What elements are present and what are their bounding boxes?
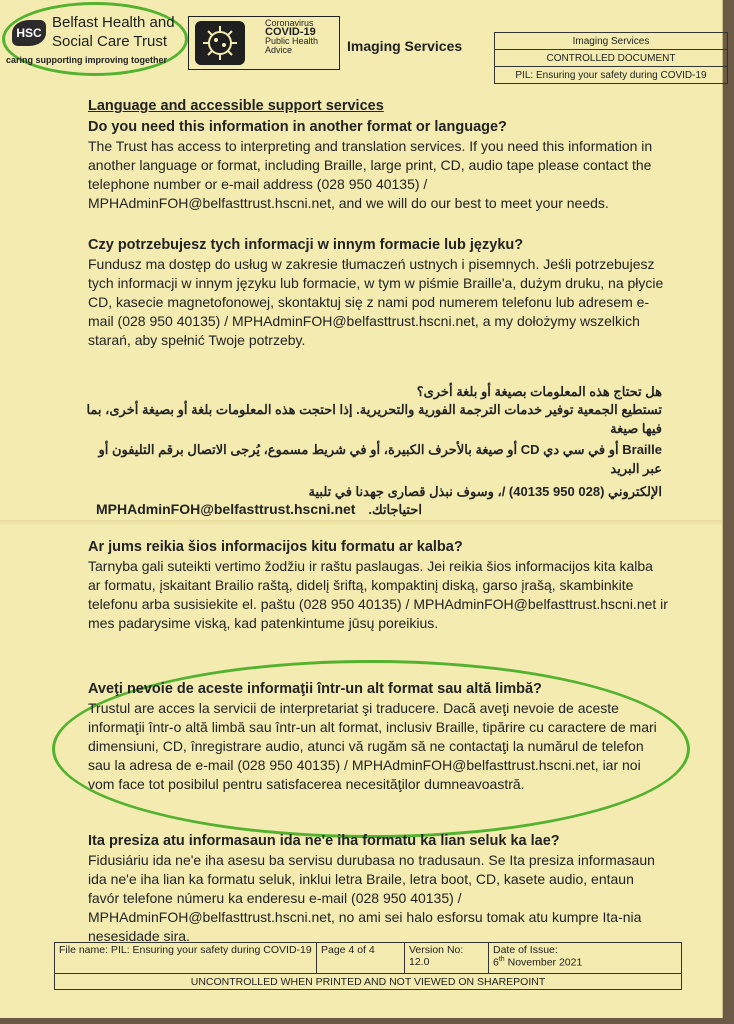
- lithuanian-heading: Ar jums reikia šios informacijos kitu formatu ar kalba?: [88, 539, 463, 555]
- arabic-line-3: Braille أو في سي دي CD أو صيغة بالأحرف الكبيرة، أو في شريط مسموع، يُرجى الاتصال برقم التليفون أو عبر البريد: [98, 442, 662, 476]
- covid-line-1: Coronavirus: [265, 18, 314, 28]
- arabic-line-5: احتياجاتك.: [368, 502, 422, 517]
- date-rest: November 2021: [504, 956, 583, 969]
- footer-notice: UNCONTROLLED WHEN PRINTED AND NOT VIEWED ON SHAREPOINT: [55, 973, 681, 990]
- date-suffix: th: [498, 956, 505, 963]
- english-body: The Trust has access to interpreting and translation services. If you need this information in another language or format, including Braille, large print, CD, audio tape please contact the telephone number or e-mail address (028 950 40135) / MPHAdminFOH@belfasttrust.hscni.net, and we will do our best to meet your needs.: [88, 138, 653, 211]
- hsc-logo: HSC: [12, 20, 46, 46]
- virus-icon: [195, 21, 245, 65]
- arabic-line-1: هل تحتاج هذه المعلومات بصيغة أو بلغة أخرى؟: [416, 384, 662, 399]
- polish-heading: Czy potrzebujesz tych informacji w innym formacie lub języku?: [88, 237, 524, 253]
- covid-line-4: Advice: [265, 45, 293, 55]
- arabic-line-2: تستطيع الجمعية توفير خدمات الترجمة الفورية والتحريرية. إذا احتجت هذه المعلومات بلغة أو بصيغة أخرى، بما فيها صيغة: [86, 402, 662, 436]
- control-table-cell: Imaging Services: [495, 33, 728, 50]
- date-value: [493, 956, 677, 969]
- arabic-line-4: الإلكتروني (028 950 40135) /، وسوف نبذل قصارى جهدنا في تلبية: [308, 484, 662, 499]
- covid-line-2: COVID-19: [265, 26, 316, 38]
- romanian-block: [88, 680, 668, 794]
- date-day: 6: [493, 956, 499, 969]
- polish-body: Fundusz ma dostęp do usług w zakresie tłumaczeń ustnych i pisemnych. Jeśli potrzebujesz tych informacji w innym języku lub formacie, w tym w piśmie Braille'a, dużym druku, na płycie CD, kasecie magnetofonowej, skontaktuj się z nami pod numerem telefonu lub adresem e-mail (028 950 40135) / MPHAdminFOH@belfasttrust.hscni.net, a my dołożymy wszelkich starań, aby spełnić Twoje potrzeby.: [88, 256, 664, 348]
- covid-line-3: Public Health: [265, 36, 319, 46]
- paper-fold: [0, 520, 722, 526]
- org-tagline: caring supporting improving together: [6, 55, 168, 65]
- version-label: Version No:: [409, 944, 464, 956]
- arabic-email: MPHAdminFOH@belfasttrust.hscni.net: [96, 501, 356, 517]
- department-title: Imaging Services: [347, 38, 463, 54]
- tetum-heading: Ita presiza atu informasaun ida ne'e iha formatu ka lian seluk ka lae?: [88, 833, 560, 849]
- tetum-block: [88, 832, 668, 946]
- tetum-body: Fidusiáriu ida ne'e iha asesu ba servisu durubasa no tradusaun. Se Ita presiza informasaun ida ne'e iha lian ka formatu seluk, inklui letra Braile, letra boot, CD, kasete audio, entaun favór telefone númeru ka enderesu e-mail (028 950 40135) / MPHAdminFOH@belfasttrust.hscni.net, no ami sei halo esforsu tomak atu kumpre Ita-nia nesesidade sira.: [88, 852, 655, 944]
- control-table-cell: PIL: Ensuring your safety during COVID-19: [495, 67, 728, 84]
- romanian-body: Trustul are acces la servicii de interpretariat şi traducere. Dacă aveţi nevoie de aceste informaţii într-o altă limbă sau într-un alt format, inclusiv Braille, tipărire cu caractere de mari dimensiuni, CD, înregistrare audio, atunci vă rugăm să ne contactaţi la numărul de telefon sau la adresa de e-mail (028 950 40135) / MPHAdminFOH@belfasttrust.hscni.net, iar noi vom face tot posibilul pentru satisfacerea necesităţilor dumneavoastră.: [88, 700, 657, 792]
- footer-page-number: Page 4 of 4: [317, 943, 405, 973]
- section-title: Language and accessible support services: [88, 98, 384, 114]
- footer-version: [405, 943, 489, 973]
- date-label: Date of Issue:: [493, 944, 558, 956]
- english-heading: Do you need this information in another format or language?: [88, 119, 507, 135]
- lithuanian-body: Tarnyba gali suteikti vertimo žodžiu ir raštu paslaugas. Jei reikia šios informacijos kita kalba ar formatu, įskaitant Brailio raštą, didelį šriftą, kompaktinį diską, garso įrašą, skambinkite telefonu arba susisiekite el. paštu (028 950 40135) / MPHAdminFOH@belfasttrust.hscni.net ir mes padarysime viską, kad patenkintume jūsų poreikius.: [88, 558, 668, 631]
- control-table: [494, 32, 728, 84]
- footer-file-name: File name: PIL: Ensuring your safety during COVID-19: [55, 943, 317, 973]
- org-name-line-1: Belfast Health and: [52, 14, 175, 31]
- control-table-cell: CONTROLLED DOCUMENT: [495, 50, 728, 67]
- footer-date: [489, 943, 681, 973]
- lithuanian-block: [88, 538, 668, 633]
- org-name-line-2: Social Care Trust: [52, 33, 168, 50]
- polish-block: [88, 236, 668, 350]
- version-value: 12.0: [409, 956, 430, 968]
- covid-advice-text: [265, 19, 335, 55]
- english-block: [88, 118, 668, 213]
- romanian-heading: Aveţi nevoie de aceste informaţii într-un alt format sau altă limbă?: [88, 681, 542, 697]
- covid-advice-logo: [188, 16, 340, 70]
- document-footer: [54, 942, 682, 990]
